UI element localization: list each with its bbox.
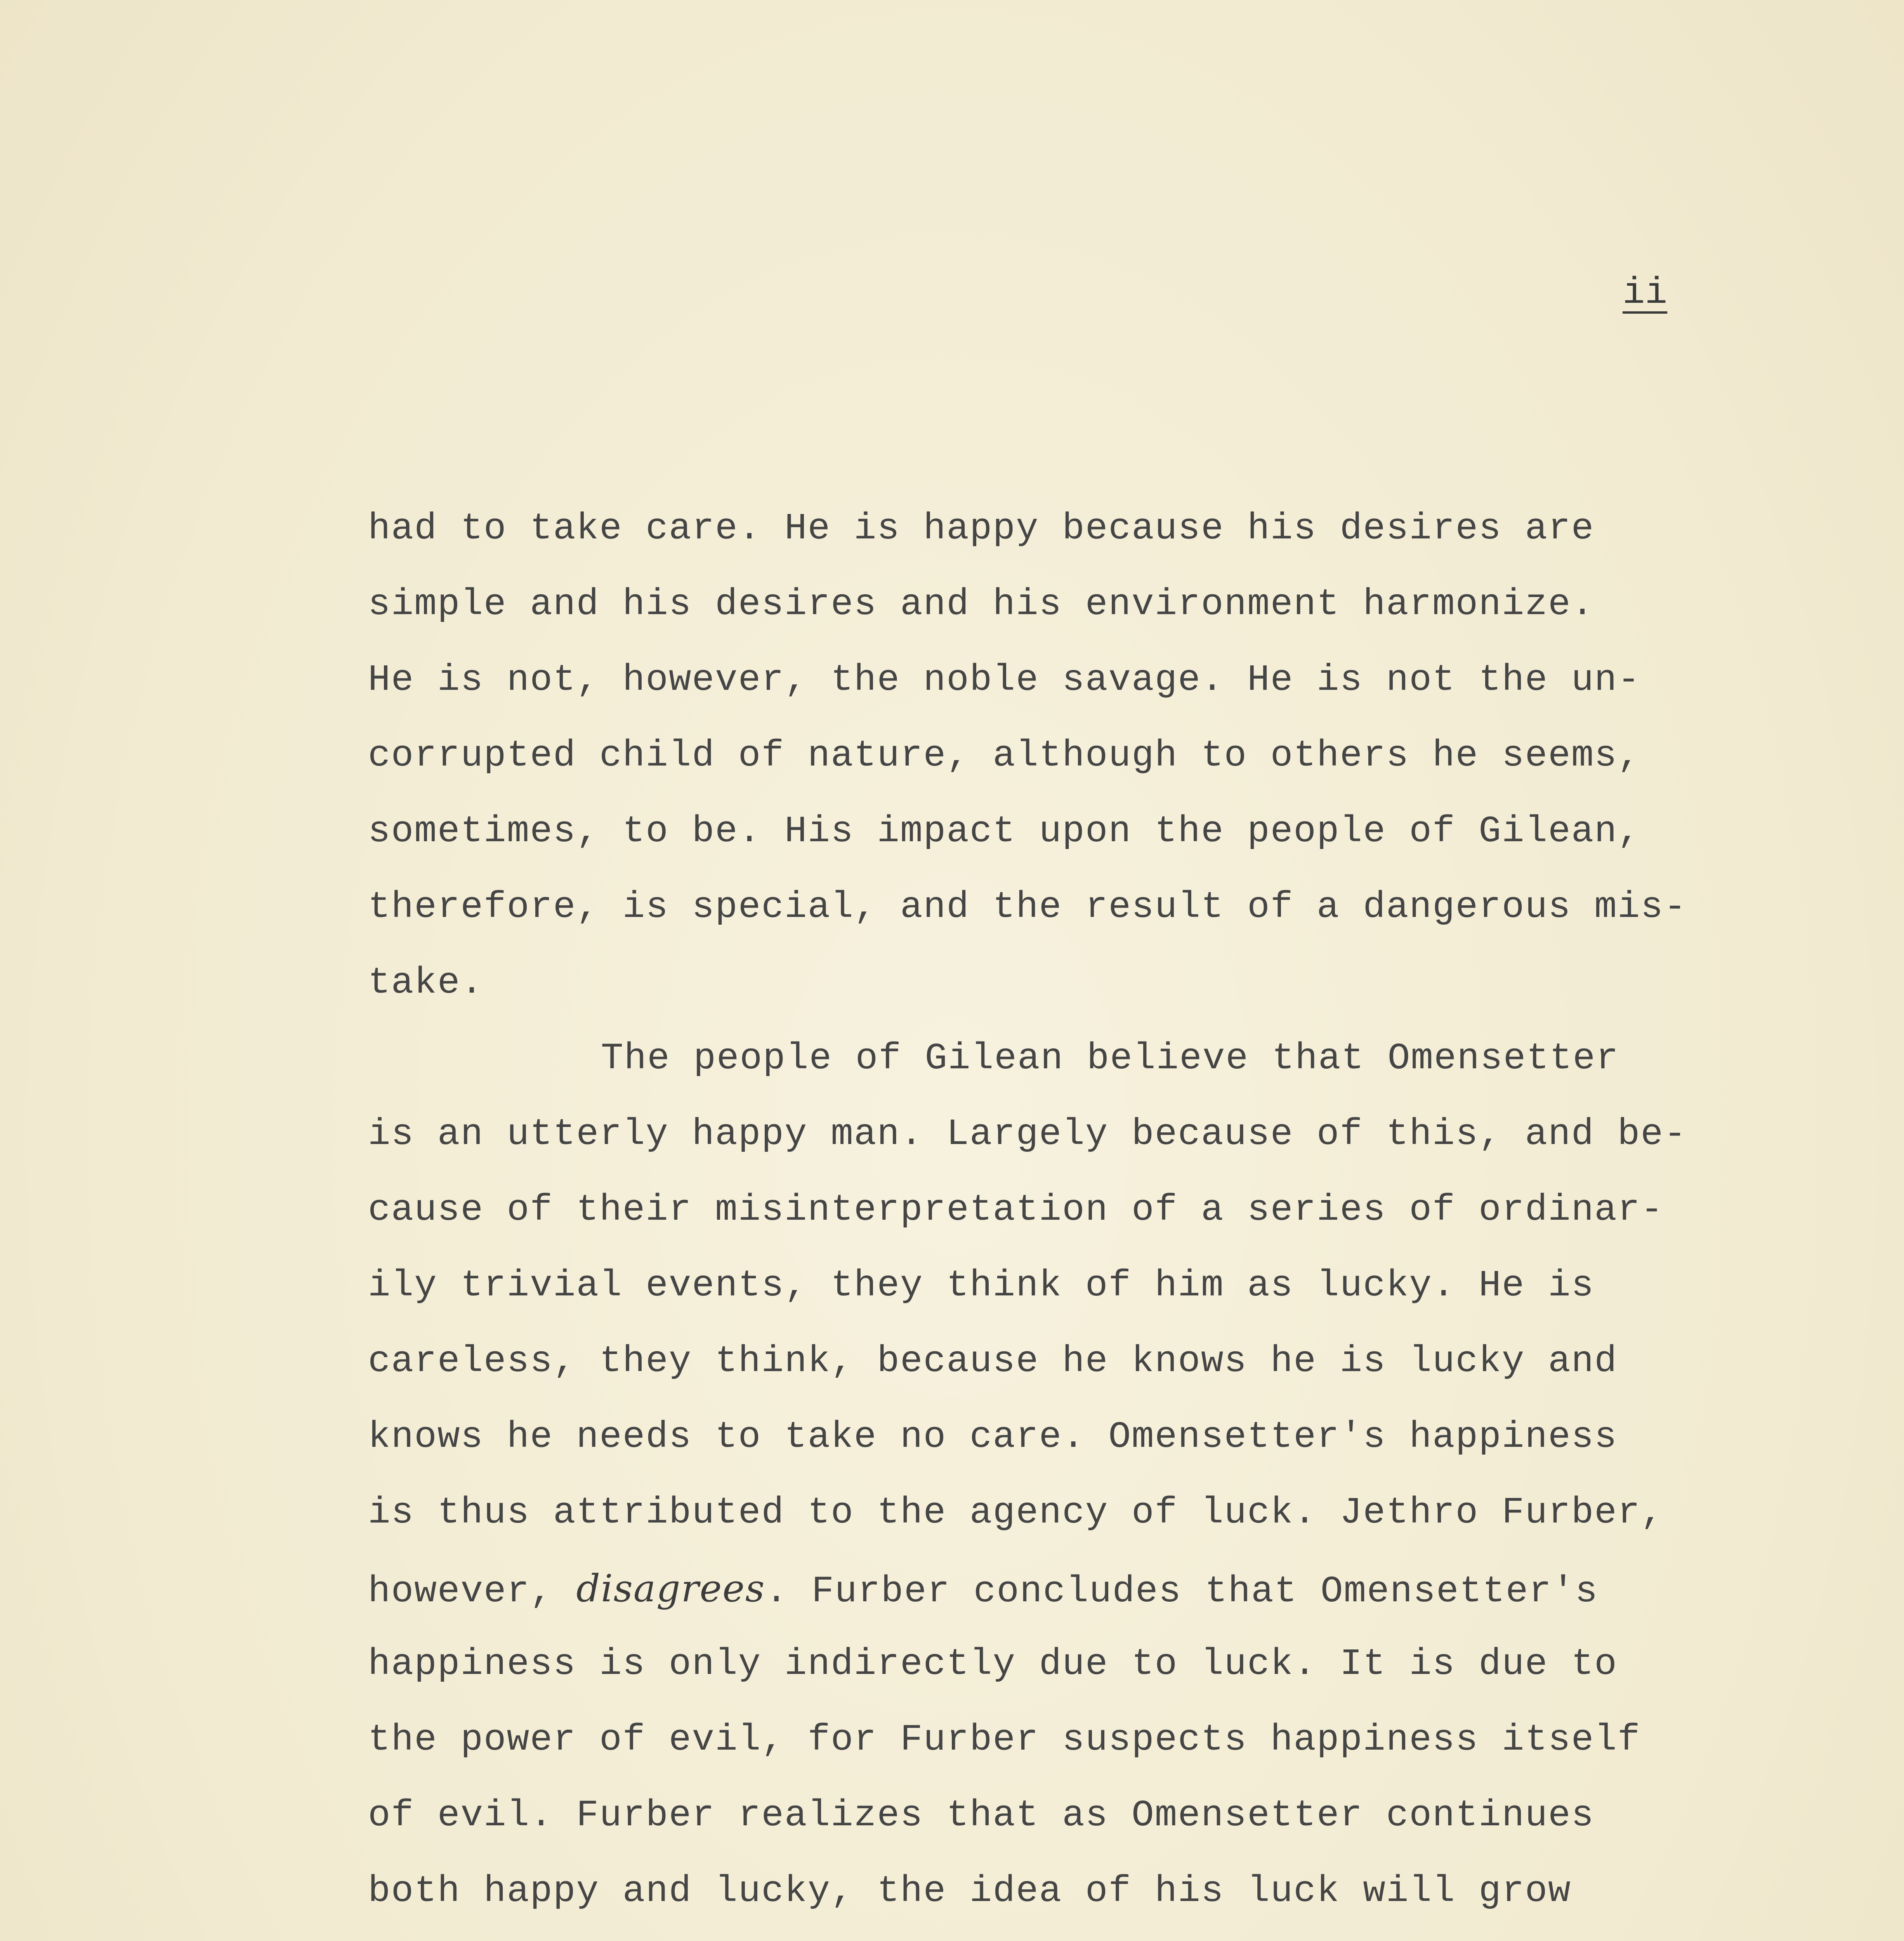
text-line: [368, 1186, 1727, 1262]
text-line: [368, 580, 1727, 656]
line-text: take.: [368, 962, 484, 1004]
text-line: [368, 1337, 1727, 1413]
text-line: [368, 505, 1727, 580]
body-text: [368, 505, 1727, 1941]
line-text: had to take care. He is happy because his desires are: [368, 507, 1595, 550]
line-text: therefore, is special, and the result of a dangerous mis-: [368, 886, 1687, 928]
line-text: cause of their misinterpretation of a series of ordinar-: [368, 1189, 1664, 1231]
line-text: simple and his desires and his environment harmonize.: [368, 583, 1595, 625]
text-line: [368, 1110, 1727, 1186]
line-text: The people of Gilean believe that Omensetter: [601, 1037, 1619, 1080]
line-text: sometimes, to be. His impact upon the people of Gilean,: [368, 810, 1641, 852]
line-text: is an utterly happy man. Largely because of this, and be-: [368, 1113, 1687, 1155]
line-text: knows he needs to take no care. Omensetter's happiness: [368, 1416, 1618, 1458]
text-line-with-handwriting: [368, 1564, 1727, 1640]
text-line: [368, 732, 1727, 807]
text-line: [368, 1413, 1727, 1489]
text-line: [368, 807, 1727, 883]
line-text: . Furber concludes that Omensetter's: [765, 1570, 1599, 1613]
text-line: [368, 959, 1727, 1035]
text-line: [368, 1640, 1727, 1716]
text-line: [368, 656, 1727, 732]
text-line: [368, 1716, 1727, 1792]
text-line: [368, 1792, 1727, 1867]
paragraph-start-line: [368, 1035, 1727, 1110]
text-line: [368, 1489, 1727, 1564]
line-text: is thus attributed to the agency of luck. Jethro Furber,: [368, 1491, 1664, 1534]
line-text: however,: [368, 1570, 576, 1613]
text-line: [368, 1262, 1727, 1337]
line-text: happiness is only indirectly due to luck. It is due to: [368, 1643, 1618, 1685]
handwritten-correction: disagrees: [576, 1567, 765, 1610]
page-number: ii: [1623, 272, 1668, 314]
line-text: corrupted child of nature, although to others he seems,: [368, 734, 1641, 777]
line-text: careless, they think, because he knows he is lucky and: [368, 1340, 1618, 1382]
line-text: ily trivial events, they think of him as lucky. He is: [368, 1264, 1595, 1307]
line-text: of evil. Furber realizes that as Omensetter continues: [368, 1794, 1595, 1837]
line-text: He is not, however, the noble savage. He is not the un-: [368, 659, 1641, 701]
line-text: the power of evil, for Furber suspects happiness itself: [368, 1719, 1641, 1761]
text-line: [368, 883, 1727, 959]
line-text: both happy and lucky, the idea of his luck will grow: [368, 1870, 1571, 1912]
text-line: [368, 1867, 1727, 1941]
